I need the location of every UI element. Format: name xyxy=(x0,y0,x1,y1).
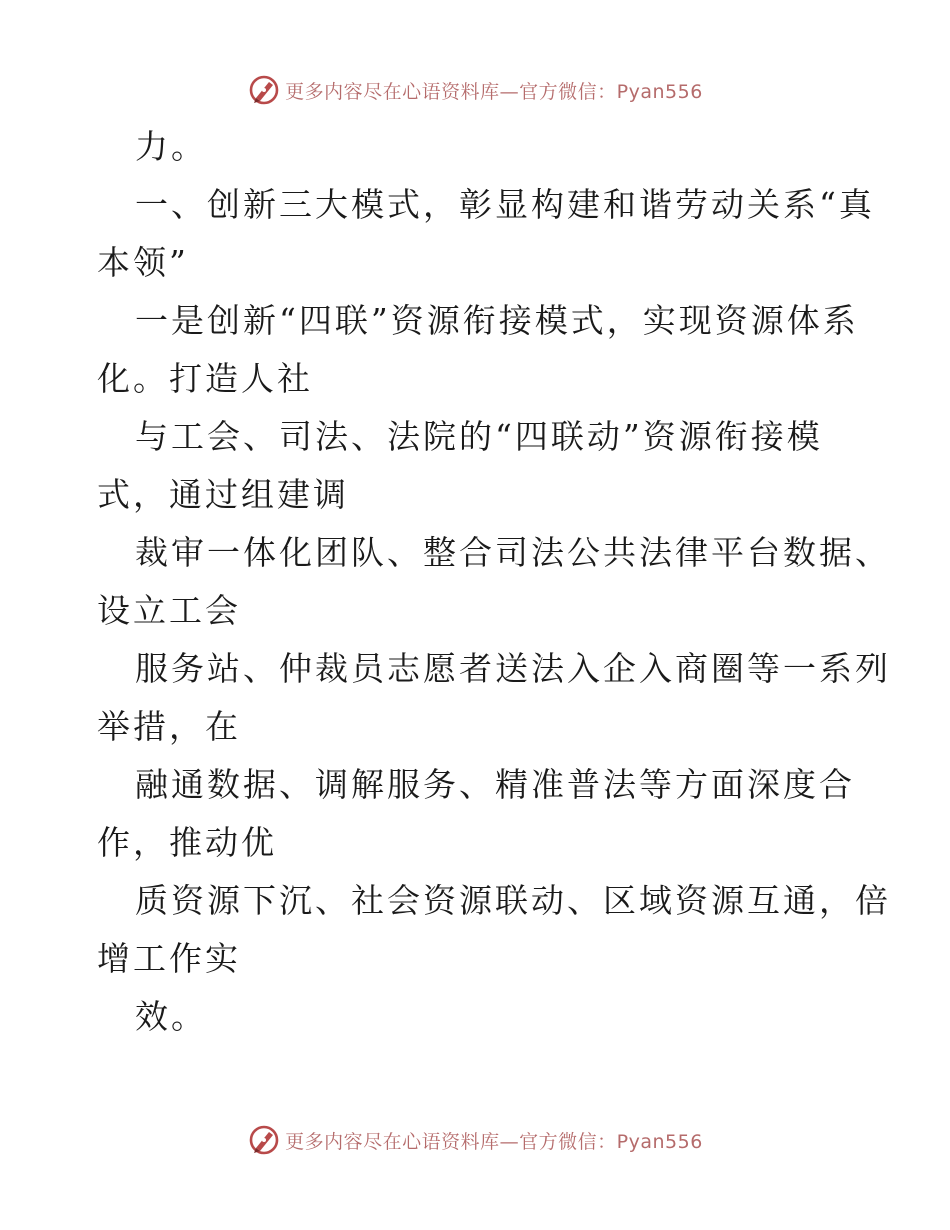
text-line: 设立工会 xyxy=(97,591,241,630)
text-line: 效。 xyxy=(135,997,207,1036)
text-line: 举措，在 xyxy=(97,707,241,746)
text-line: 一是创新“四联”资源衔接模式，实现资源体系 xyxy=(135,301,859,340)
watermark-text: 更多内容尽在心语资料库—官方微信：Pyan556 xyxy=(285,80,703,103)
text-line: 与工会、司法、法院的“四联动”资源衔接模 xyxy=(135,417,823,456)
text-line: 融通数据、调解服务、精准普法等方面深度合 xyxy=(135,765,855,804)
header-watermark xyxy=(0,70,950,110)
text-line: 化。打造人社 xyxy=(97,359,313,398)
text-line: 增工作实 xyxy=(97,939,241,978)
text-line: 一、创新三大模式，彰显构建和谐劳动关系“真 xyxy=(135,185,875,224)
text-line: 力。 xyxy=(135,127,207,166)
text-line: 本领” xyxy=(97,243,189,282)
text-line: 质资源下沉、社会资源联动、区域资源互通，倍 xyxy=(135,881,891,920)
text-line: 作，推动优 xyxy=(97,823,277,862)
watermark-id: Pyan556 xyxy=(616,80,703,103)
watermark-id: Pyan556 xyxy=(616,1130,703,1153)
pen-nib-logo-icon xyxy=(247,73,281,107)
text-line: 裁审一体化团队、整合司法公共法律平台数据、 xyxy=(135,533,891,572)
footer-watermark xyxy=(0,1120,950,1160)
text-line: 式，通过组建调 xyxy=(97,475,349,514)
document-body xyxy=(97,118,891,1046)
watermark-text: 更多内容尽在心语资料库—官方微信：Pyan556 xyxy=(285,1130,703,1153)
text-line: 服务站、仲裁员志愿者送法入企入商圈等一系列 xyxy=(135,649,891,688)
pen-nib-logo-icon xyxy=(247,1123,281,1157)
